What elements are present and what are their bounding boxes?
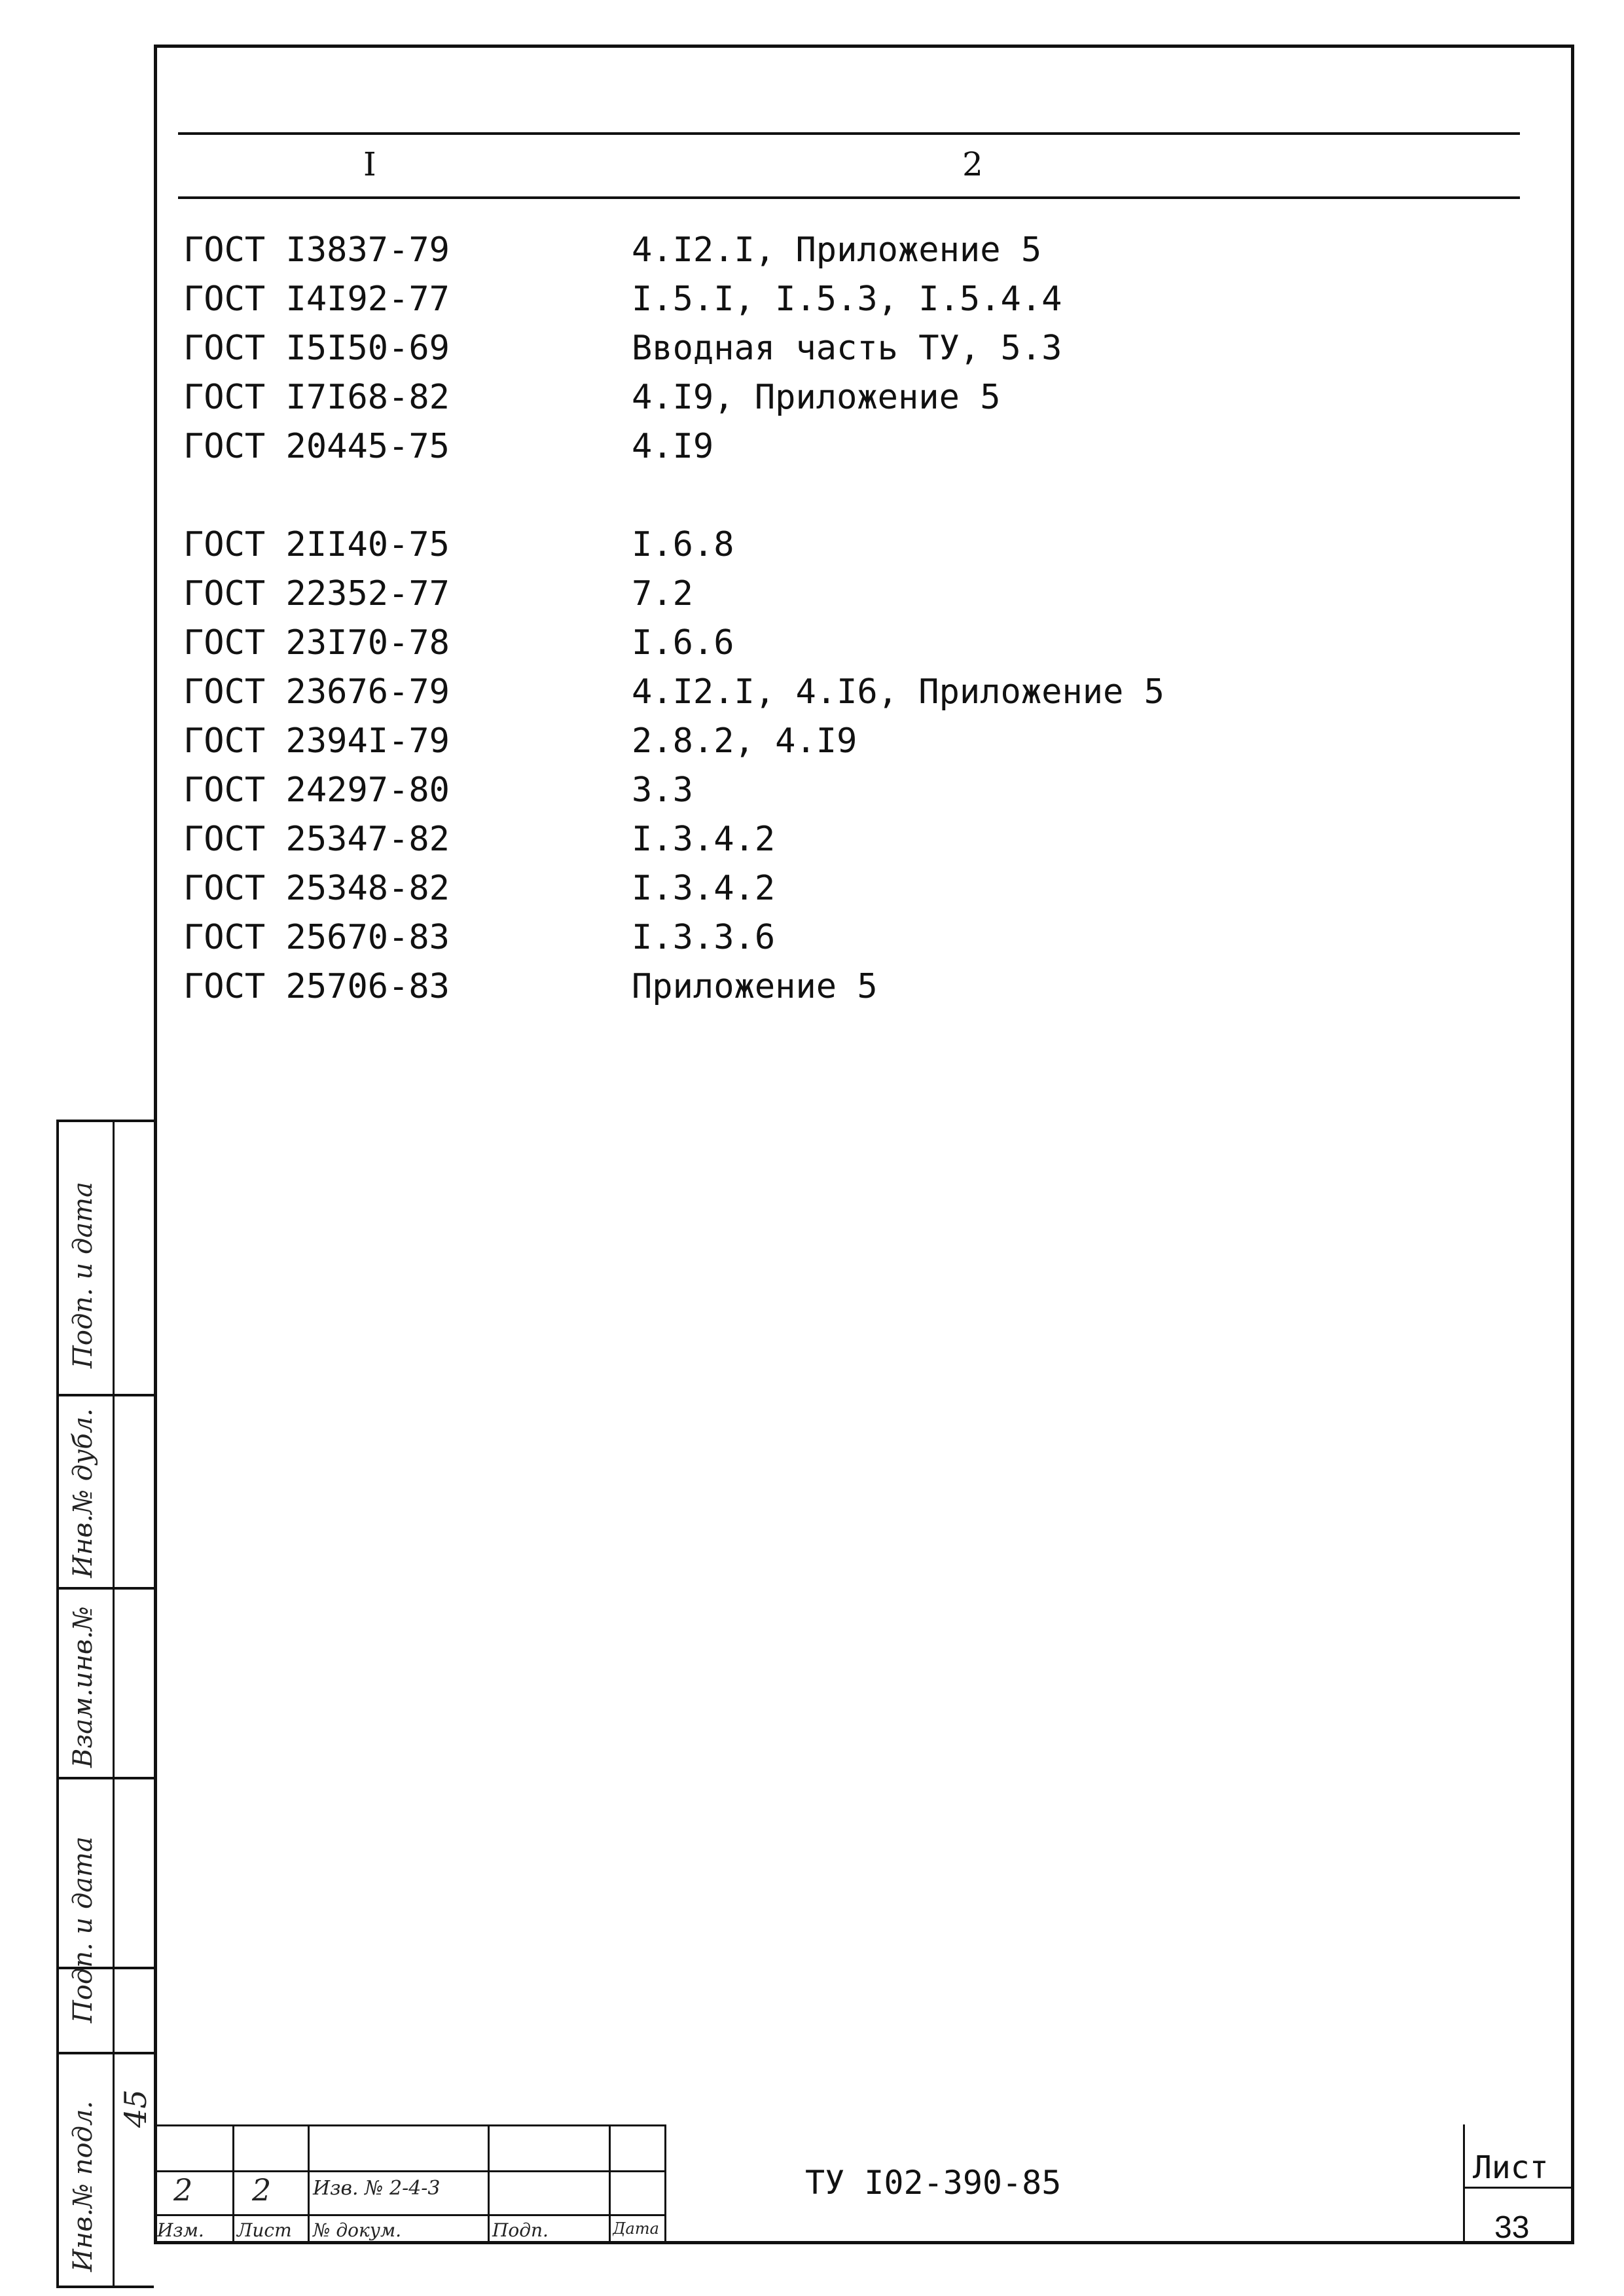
clause-reference: I.6.8	[632, 525, 734, 564]
sign-date-label: Подп. и дата	[68, 1182, 98, 1368]
signature-label: Подп.	[492, 2219, 549, 2241]
standard-code: ГОСТ 23I70-78	[183, 623, 450, 663]
margin-divider	[59, 1587, 154, 1590]
original-inventory-number: 45	[118, 2089, 153, 2128]
standard-code: ГОСТ 25706-83	[183, 967, 450, 1006]
margin-divider	[113, 1122, 115, 2286]
duplicate-inventory-label: Инв.№ дубл.	[68, 1408, 98, 1578]
replacement-inventory-label: Взам.инв.№	[68, 1606, 98, 1768]
stamp-divider	[664, 2124, 666, 2244]
clause-reference: I.5.I, I.5.3, I.5.4.4	[632, 280, 1062, 319]
standard-code: ГОСТ 25348-82	[183, 869, 450, 908]
original-inventory-label: Инв.№ подл.	[68, 2100, 98, 2272]
stamp-rule	[154, 2170, 664, 2172]
clause-reference: 4.I9, Приложение 5	[632, 378, 1001, 417]
clause-reference: 2.8.2, 4.I9	[632, 721, 857, 761]
document-code: ТУ I02-390-85	[805, 2164, 1062, 2202]
sheet-label: Лист	[1473, 2149, 1549, 2186]
clause-reference: I.3.3.6	[632, 918, 776, 957]
date-label: Дата	[613, 2219, 659, 2238]
change-label: Изм.	[157, 2219, 204, 2241]
sign-date-label: Подп. и дата	[68, 1836, 98, 2023]
stamp-divider	[488, 2124, 490, 2244]
standard-code: ГОСТ 20445-75	[183, 427, 450, 466]
standard-code: ГОСТ I7I68-82	[183, 378, 450, 417]
stamp-divider	[232, 2124, 234, 2244]
change-number: 2	[173, 2172, 193, 2208]
standard-code: ГОСТ 25347-82	[183, 820, 450, 859]
clause-reference: 4.I9	[632, 427, 714, 466]
clause-reference: 4.I2.I, Приложение 5	[632, 230, 1042, 270]
column-2-header: 2	[962, 145, 983, 183]
stamp-rule	[154, 2124, 664, 2126]
stamp-rule	[1463, 2187, 1574, 2189]
standard-code: ГОСТ 2394I-79	[183, 721, 450, 761]
document-label: № докум.	[313, 2219, 402, 2241]
margin-divider	[59, 1777, 154, 1779]
clause-reference: 7.2	[632, 574, 693, 613]
sheet-count: 2	[252, 2172, 272, 2208]
document-number: Изв. № 2-4-3	[313, 2177, 441, 2200]
margin-divider	[59, 1394, 154, 1396]
standard-code: ГОСТ 2II40-75	[183, 525, 450, 564]
clause-reference: Приложение 5	[632, 967, 878, 1006]
table-header-rule	[178, 196, 1520, 199]
stamp-divider	[1463, 2124, 1465, 2244]
clause-reference: I.3.4.2	[632, 820, 776, 859]
stamp-divider	[609, 2124, 611, 2244]
margin-divider	[59, 2052, 154, 2054]
table-top-rule	[178, 132, 1520, 135]
stamp-divider	[308, 2124, 310, 2244]
sheet-col-label: Лист	[237, 2219, 292, 2241]
standard-code: ГОСТ 25670-83	[183, 918, 450, 957]
clause-reference: 3.3	[632, 771, 693, 810]
clause-reference: Вводная часть ТУ, 5.3	[632, 329, 1062, 368]
standard-code: ГОСТ 23676-79	[183, 672, 450, 712]
standard-code: ГОСТ I4I92-77	[183, 280, 450, 319]
standard-code: ГОСТ 22352-77	[183, 574, 450, 613]
stamp-rule	[154, 2214, 664, 2216]
standard-code: ГОСТ I3837-79	[183, 230, 450, 270]
standard-code: ГОСТ 24297-80	[183, 771, 450, 810]
clause-reference: 4.I2.I, 4.I6, Приложение 5	[632, 672, 1164, 712]
clause-reference: I.3.4.2	[632, 869, 776, 908]
standard-code: ГОСТ I5I50-69	[183, 329, 450, 368]
clause-reference: I.6.6	[632, 623, 734, 663]
sheet-number: 33	[1494, 2210, 1530, 2245]
column-1-header: I	[363, 145, 376, 183]
